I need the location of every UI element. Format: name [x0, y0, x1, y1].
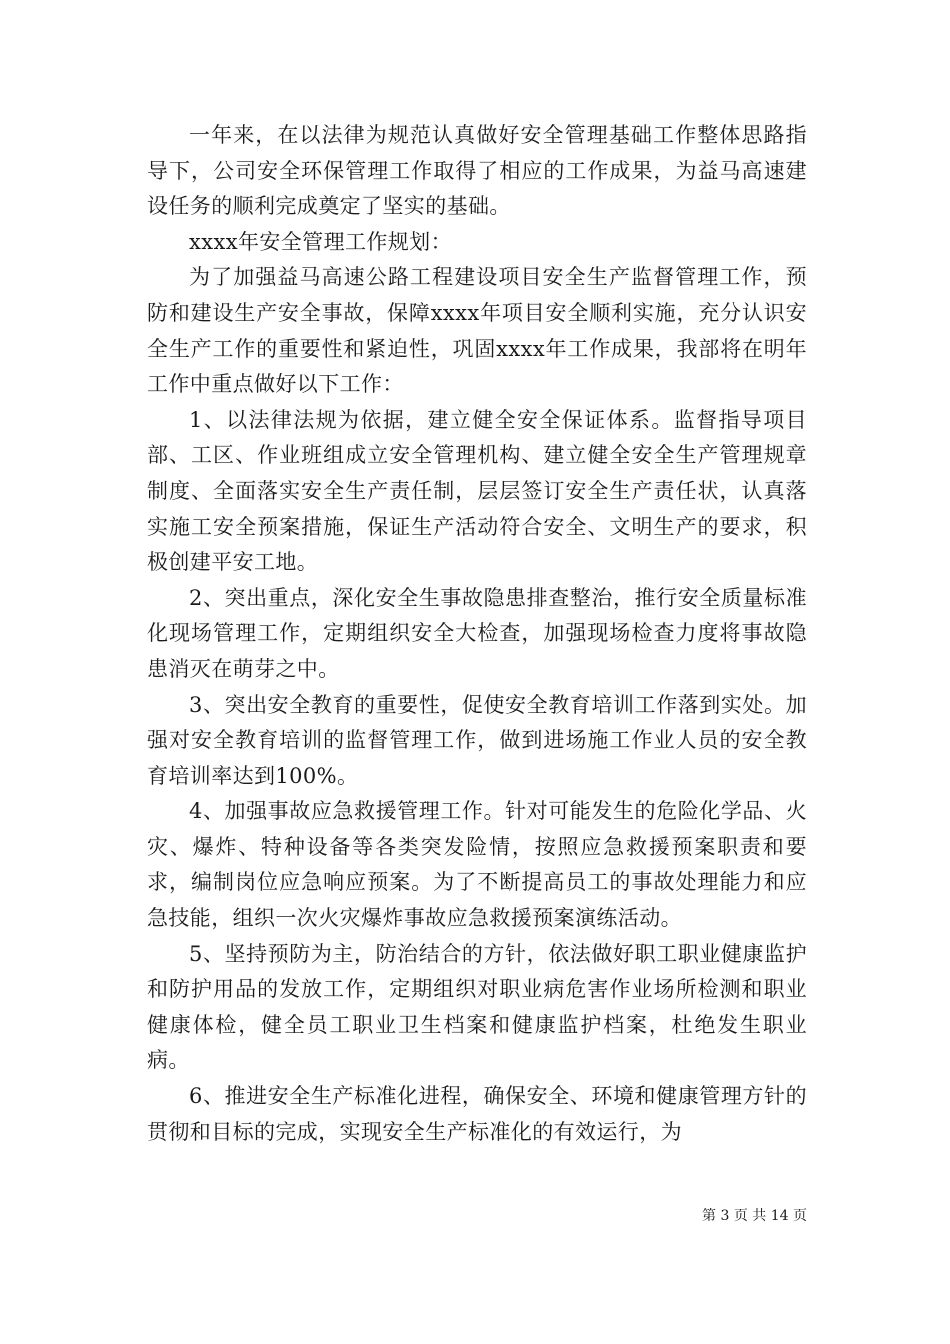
paragraph-summary: 一年来，在以法律为规范认真做好安全管理基础工作整体思路指导下，公司安全环保管理工作取得了相应的工作成果，为益马高速建设任务的顺利完成奠定了坚实的基础。: [147, 123, 807, 219]
page-number-footer: 第 3 页 共 14 页: [702, 1208, 807, 1224]
paragraph-item-2: 2、突出重点，深化安全生事故隐患排查整治，推行安全质量标准化现场管理工作，定期组织安全大检查，加强现场检查力度将事故隐患消灭在萌芽之中。: [147, 585, 807, 681]
document-body: [147, 118, 807, 1150]
paragraph-plan-heading: xxxx年安全管理工作规划：: [189, 229, 452, 254]
paragraph-item-6: 6、推进安全生产标准化进程，确保安全、环境和健康管理方针的贯彻和目标的完成，实现安全生产标准化的有效运行，为: [147, 1084, 807, 1144]
paragraph-plan-intro: 为了加强益马高速公路工程建设项目安全生产监督管理工作，预防和建设生产安全事故，保障xxxx年项目安全顺利实施，充分认识安全生产工作的重要性和紧迫性，巩固xxxx年工作成果，我部将在明年工作中重点做好以下工作：: [147, 265, 807, 397]
paragraph-item-5: 5、坚持预防为主，防治结合的方针，依法做好职工职业健康监护和防护用品的发放工作，定期组织对职业病危害作业场所检测和职业健康体检，健全员工职业卫生档案和健康监护档案，杜绝发生职业病。: [147, 941, 807, 1073]
paragraph-item-4: 4、加强事故应急救援管理工作。针对可能发生的危险化学品、火灾、爆炸、特种设备等各类突发险情，按照应急救援预案职责和要求，编制岗位应急响应预案。为了不断提高员工的事故处理能力和应急技能，组织一次火灾爆炸事故应急救援预案演练活动。: [147, 799, 807, 931]
paragraph-item-1: 1、以法律法规为依据，建立健全安全保证体系。监督指导项目部、工区、作业班组成立安全管理机构、建立健全安全生产管理规章制度、全面落实安全生产责任制，层层签订安全生产责任状，认真落实施工安全预案措施，保证生产活动符合安全、文明生产的要求，积极创建平安工地。: [147, 407, 807, 575]
paragraph-item-3: 3、突出安全教育的重要性，促使安全教育培训工作落到实处。加强对安全教育培训的监督管理工作，做到进场施工作业人员的安全教育培训率达到100%。: [147, 692, 807, 788]
